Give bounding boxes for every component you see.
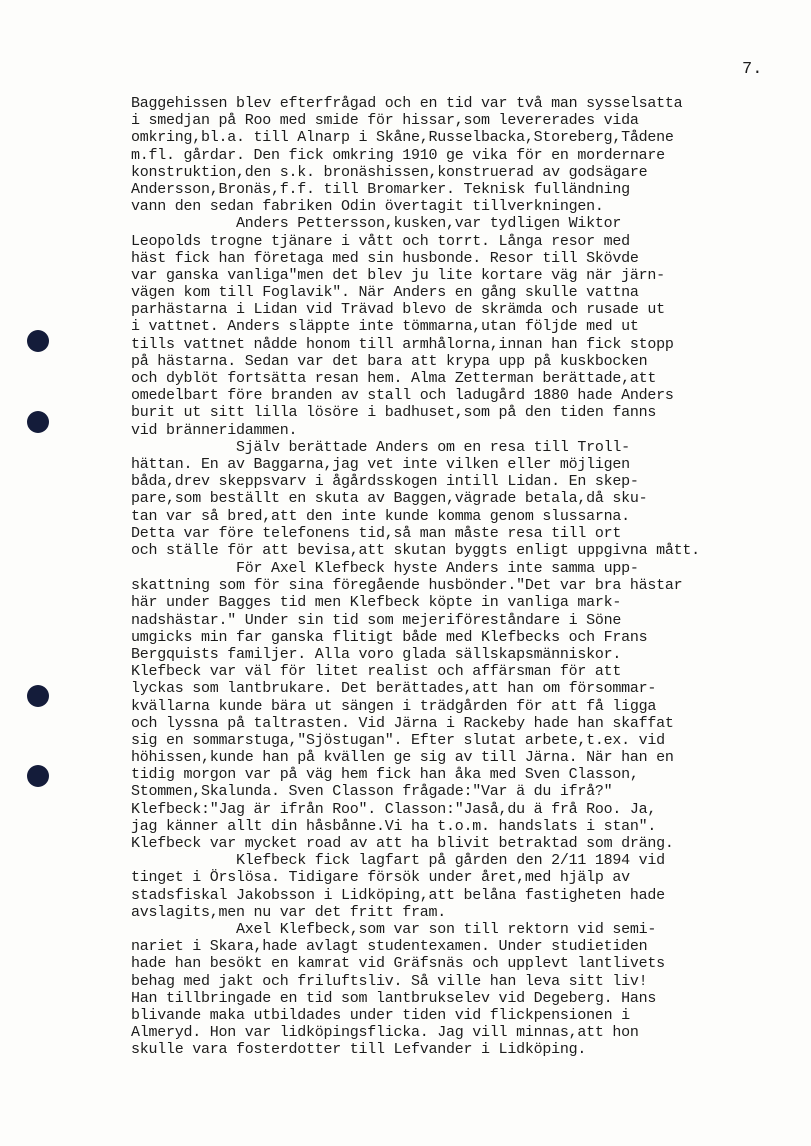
text-line: tan var så bred,att den inte kunde komma genom slussarna. (131, 507, 630, 525)
text-line: skattning som för sina föregående husbönder."Det var bra hästar (131, 577, 683, 595)
text-line: Baggehissen blev efterfrågad och en tid var två man sysselsatta (131, 95, 683, 112)
text-line: hade han besökt en kamrat vid Gräfsnäs och upplevt lantlivets (131, 955, 665, 973)
text-line: båda,drev skeppsvarv i ågårdsskogen intill Lidan. En skep- (131, 473, 639, 491)
text-line: Klefbeck:"Jag är ifrån Roo". Classon:"Jaså,du ä frå Roo. Ja, (131, 800, 657, 818)
punch-hole (27, 685, 49, 707)
text-line: behag med jakt och friluftsliv. Så ville han leva sitt liv! (131, 972, 648, 990)
text-line: vann den sedan fabriken Odin övertagit tillverkningen. (131, 198, 604, 216)
text-line: här under Bagges tid men Klefbeck köpte in vanliga mark- (131, 594, 622, 612)
text-line: häst fick han företaga med sin husbonde. Resor till Skövde (131, 249, 639, 267)
text-line: vid bränneridammen. (131, 421, 298, 439)
text-line: Axel Klefbeck,som var son till rektorn vid semi- (131, 920, 657, 938)
text-line: i vattnet. Anders släppte inte tömmarna,utan följde med ut (131, 318, 639, 336)
punch-hole (27, 765, 49, 787)
text-line: m.fl. gårdar. Den fick omkring 1910 ge vika för en mordernare (131, 146, 665, 164)
text-line: höhissen,kunde han på kvällen ge sig av till Järna. När han en (131, 749, 674, 767)
text-line: Klefbeck fick lagfart på gården den 2/11 1894 vid (131, 852, 665, 870)
text-line: Anders Pettersson,kusken,var tydligen Wiktor (131, 215, 622, 233)
text-line: För Axel Klefbeck hyste Anders inte samma upp- (131, 560, 639, 577)
text-line: stadsfiskal Jakobsson i Lidköping,att belåna fastigheten hade (131, 886, 665, 904)
page-number: 7. (742, 60, 763, 79)
text-line: Stommen,Skalunda. Sven Classon frågade:"Var ä du ifrå?" (131, 783, 613, 801)
text-line: och ställe för att bevisa,att skutan byggts enligt uppgivna mått. (131, 541, 700, 559)
punch-hole (27, 411, 49, 433)
text-line: konstruktion,den s.k. bronäshissen,konstruerad av godsägare (131, 163, 648, 181)
text-line: tinget i Örslösa. Tidigare försök under året,med hjälp av (131, 869, 630, 887)
text-line: och lyssna på taltrasten. Vid Järna i Rackeby hade han skaffat (131, 714, 674, 732)
punch-hole (27, 330, 49, 352)
text-line: hättan. En av Baggarna,jag vet inte vilken eller möjligen (131, 455, 630, 473)
text-line: blivande maka utbildades under tiden vid flickpensionen i (131, 1006, 630, 1024)
text-line: Almeryd. Hon var lidköpingsflicka. Jag vill minnas,att hon (131, 1024, 639, 1042)
text-line: Bergquists familjer. Alla voro glada sällskapsmänniskor. (131, 645, 622, 663)
text-line: pare,som beställt en skuta av Baggen,vägrade betala,då sku- (131, 490, 648, 508)
typewritten-text-top (131, 95, 700, 559)
text-line: nariet i Skara,hade avlagt studentexamen. Under studietiden (131, 938, 648, 956)
text-line: och dyblöt fortsätta resan hem. Alma Zetterman berättade,att (131, 370, 657, 387)
text-line: jag känner allt din håsbånne.Vi ha t.o.m. handslats i stan". (131, 817, 657, 835)
text-line: omkring,bl.a. till Alnarp i Skåne,Russelbacka,Storeberg,Tådene (131, 129, 674, 147)
text-line: sig en sommarstuga,"Sjöstugan". Efter slutat arbete,t.ex. vid (131, 731, 665, 749)
text-line: Klefbeck var väl för litet realist och affärsman för att (131, 663, 622, 681)
text-line: på hästarna. Sedan var det bara att krypa upp på kuskbocken (131, 352, 648, 370)
text-line: omedelbart före branden av stall och ladugård 1880 hade Anders (131, 387, 674, 405)
text-line: vägen kom till Foglavik". När Anders en gång skulle vattna (131, 284, 639, 302)
text-line: nadshästar." Under sin tid som mejeriföreståndare i Söne (131, 611, 622, 629)
text-line: Detta var före telefonens tid,så man måste resa till ort (131, 524, 622, 542)
text-line: Andersson,Bronäs,f.f. till Bromarker. Teknisk fulländning (131, 180, 630, 198)
text-line: Han tillbringade en tid som lantbrukselev vid Degeberg. Hans (131, 989, 657, 1007)
text-line: lyckas som lantbrukare. Det berättades,att han om försommar- (131, 680, 657, 698)
text-line: burit ut sitt lilla lösöre i badhuset,som på den tiden fanns (131, 404, 657, 422)
text-line: parhästarna i Lidan vid Trävad blevo de skrämda och rusade ut (131, 301, 665, 319)
text-line: kvällarna kunde bära ut sängen i trädgården för att få ligga (131, 697, 657, 715)
text-line: tills vattnet nådde honom till armhålorna,innan han fick stopp (131, 335, 674, 353)
text-line: Klefbeck var mycket road av att ha blivit betraktad som dräng. (131, 835, 674, 852)
text-line: Leopolds trogne tjänare i vått och torrt. Långa resor med (131, 232, 630, 250)
text-line: avslagits,men nu var det fritt fram. (131, 903, 447, 921)
text-line: umgicks min far ganska flitigt både med Klefbecks och Frans (131, 628, 648, 646)
text-line: skulle vara fosterdotter till Lefvander i Lidköping. (131, 1041, 587, 1059)
typewritten-text-bottom (131, 560, 682, 1058)
text-line: var ganska vanliga"men det blev ju lite kortare väg när järn- (131, 266, 665, 284)
text-line: Själv berättade Anders om en resa till Troll- (131, 438, 630, 456)
text-line: tidig morgon var på väg hem fick han åka med Sven Classon, (131, 766, 639, 784)
text-line: i smedjan på Roo med smide för hissar,som levererades vida (131, 112, 639, 130)
